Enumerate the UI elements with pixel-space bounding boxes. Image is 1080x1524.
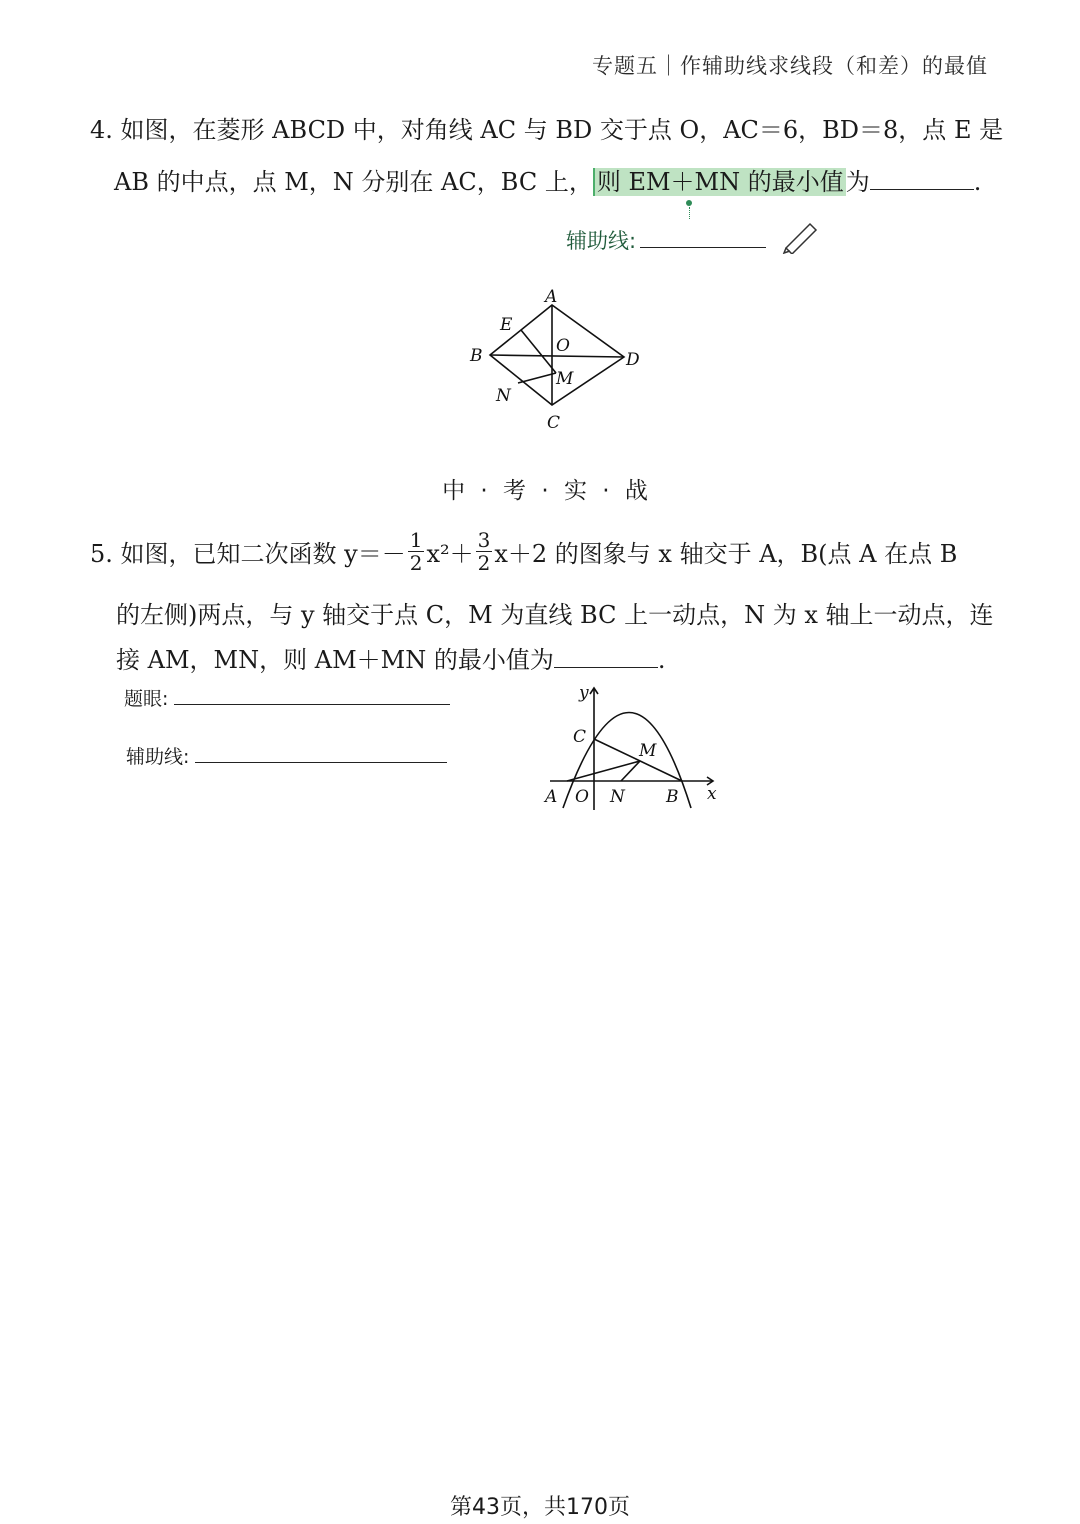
- label-o: O: [556, 336, 570, 356]
- segment-em: [521, 330, 556, 373]
- q5-answer-blank[interactable]: [554, 667, 658, 668]
- q5-aux-label: 辅助线:: [126, 746, 190, 768]
- q4-highlight: 则 EM＋MN 的最小值: [593, 168, 846, 196]
- label-d: D: [626, 350, 640, 370]
- q5-line3-text: 接 AM，MN，则 AM＋MN 的最小值为: [116, 646, 554, 674]
- q4-aux-label: 辅助线:: [566, 229, 637, 253]
- q5-line3-end: .: [657, 646, 666, 674]
- frac1-den: 2: [409, 550, 423, 575]
- q5-aux-row: [126, 742, 447, 769]
- q4-aux-blank[interactable]: [640, 247, 766, 248]
- q5-line1-mid: x²＋: [426, 539, 474, 568]
- q4-aux-row: [566, 225, 766, 255]
- q5-parabola-figure: [535, 680, 735, 815]
- label-m: M: [556, 369, 574, 389]
- q5-aux-blank[interactable]: [195, 762, 447, 763]
- label-a: A: [545, 287, 558, 307]
- q5-line1: [90, 525, 957, 577]
- page-header: 专题五｜作辅助线求线段（和差）的最值: [592, 54, 988, 78]
- q4-line2-after: 为: [845, 168, 870, 196]
- frac1-num: 1: [409, 527, 423, 552]
- q4-rhombus-figure: [460, 285, 650, 435]
- label-n: N: [610, 787, 625, 807]
- label-n: N: [496, 386, 511, 406]
- q4-line2: [114, 162, 981, 197]
- label-x: x: [707, 784, 717, 804]
- label-c: C: [547, 413, 561, 433]
- label-e: E: [500, 315, 513, 335]
- q5-line1-after: x＋2 的图象与 x 轴交于 A，B(点 A 在点 B: [494, 539, 958, 568]
- segment-mn: [518, 373, 556, 383]
- pencil-icon: [780, 220, 820, 254]
- line-bc: [594, 739, 682, 781]
- frac2-num: 3: [477, 527, 491, 552]
- label-m: M: [639, 741, 657, 761]
- frac2-den: 2: [477, 550, 491, 575]
- label-b: B: [666, 787, 679, 807]
- label-b: B: [470, 346, 483, 366]
- page-footer: 第43页，共170页: [450, 1495, 630, 1520]
- section-title: 中 · 考 · 实 · 战: [442, 478, 652, 504]
- q5-fraction-1: [408, 529, 425, 574]
- annotation-connector: [689, 207, 690, 219]
- q5-fraction-2: [476, 529, 493, 574]
- q4-answer-blank[interactable]: [870, 189, 974, 190]
- q5-eye-blank[interactable]: [174, 704, 450, 705]
- label-c: C: [573, 727, 587, 747]
- q5-eye-label: 题眼:: [124, 688, 169, 710]
- q5-line3: [116, 640, 666, 675]
- label-o: O: [575, 787, 589, 807]
- label-y: y: [579, 683, 589, 703]
- q5-eye-row: [124, 684, 450, 711]
- q4-line1: 4. 如图，在菱形 ABCD 中，对角线 AC 与 BD 交于点 O，AC＝6，BD＝8，点 E 是: [90, 116, 1004, 144]
- label-a: A: [545, 787, 558, 807]
- q4-line2-end: .: [973, 168, 982, 196]
- annotation-dot: [686, 200, 692, 206]
- q5-line2: 的左侧)两点，与 y 轴交于点 C，M 为直线 BC 上一动点，N 为 x 轴上一动点，连: [116, 601, 994, 629]
- q5-line1-before: 5. 如图，已知二次函数 y＝－: [90, 539, 406, 568]
- q4-line2-text: AB 的中点，点 M，N 分别在 AC，BC 上，: [114, 168, 593, 196]
